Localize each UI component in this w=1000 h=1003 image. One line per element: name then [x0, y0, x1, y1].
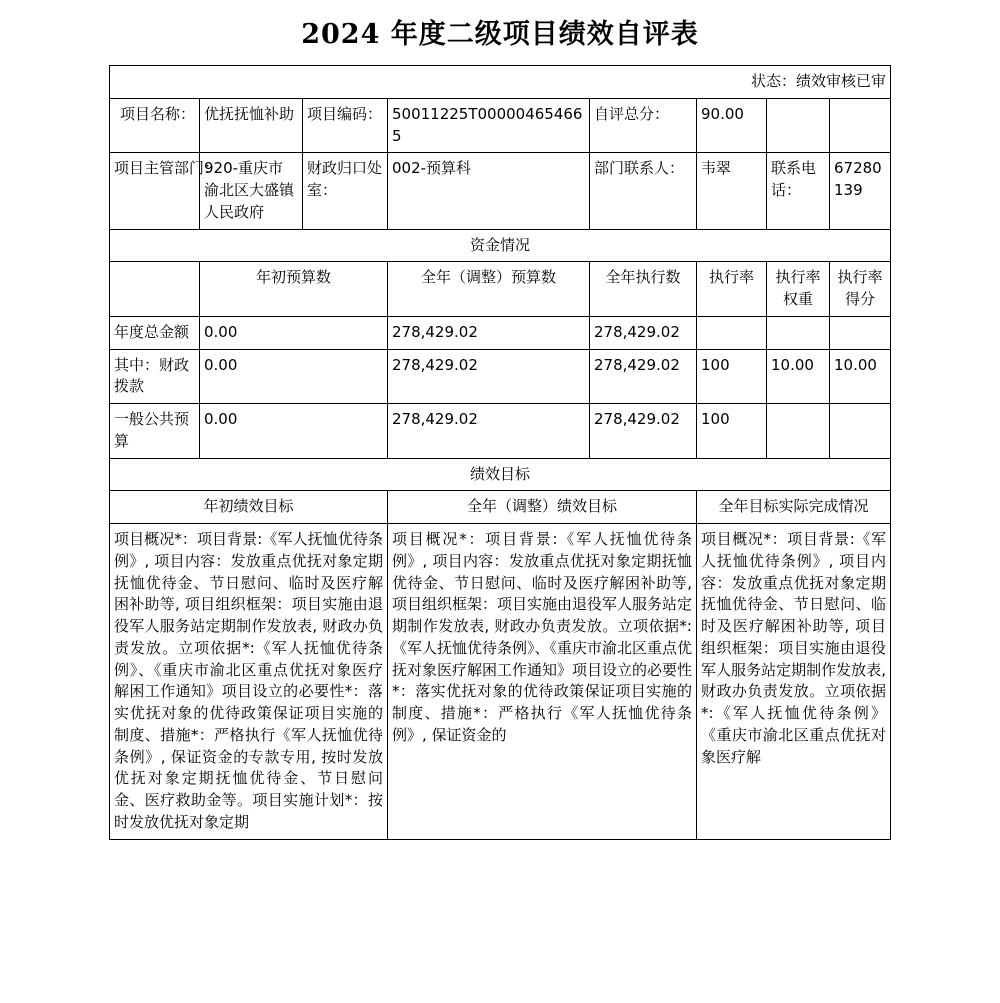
funds-row-score: 10.00 — [829, 349, 890, 404]
goals-section-title: 绩效目标 — [109, 458, 890, 491]
project-code-label: 项目编码： — [302, 98, 387, 153]
funds-row-adjusted-budget: 278,429.02 — [387, 404, 589, 459]
goal-actual-text: 项目概况*：项目背景:《军人抚恤优待条例》, 项目内容：发放重点优抚对象定期抚恤优待金、节日慰问、临时及医疗解困补助等, 项目组织框架：项目实施由退役军人服务站定期制作发放表, 财政办负责发放。立项依据*:《军人抚恤优待条例》《重庆市渝北区重点优抚对象医疗解 — [696, 524, 890, 840]
funds-row-executed: 278,429.02 — [589, 404, 696, 459]
self-score-label: 自评总分： — [589, 98, 696, 153]
phone-label: 联系电话： — [766, 153, 829, 229]
funds-row-score — [829, 316, 890, 349]
funds-row-label: 一般公共预算 — [109, 404, 199, 459]
project-name-value: 优抚抚恤补助 — [199, 98, 302, 153]
funds-row-score — [829, 404, 890, 459]
funds-col-score: 执行率得分 — [829, 262, 890, 317]
funds-row-label: 年度总金额 — [109, 316, 199, 349]
funds-section-row — [109, 229, 890, 262]
funds-row-adjusted-budget: 278,429.02 — [387, 316, 589, 349]
project-code-value: 50011225T000004654665 — [387, 98, 589, 153]
basic-info-spacer-2 — [829, 98, 890, 153]
table-row — [109, 404, 890, 459]
phone-value: 67280139 — [829, 153, 890, 229]
goal-adjusted-text: 项目概况*：项目背景:《军人抚恤优待条例》, 项目内容：发放重点优抚对象定期抚恤优待金、节日慰问、临时及医疗解困补助等, 项目组织框架：项目实施由退役军人服务站定期制作发放表, 财政办负责发放。立项依据*:《军人抚恤优待条例》、《重庆市渝北区重点优抚对象医疗解困工作通知》项目设立的必要性*：落实优抚对象的优待政策保证项目实施的制度、措施*：严格执行《军人抚恤优待条例》, 保证资金的 — [387, 524, 696, 840]
funds-row-label: 其中：财政拨款 — [109, 349, 199, 404]
status-badge: 状态：绩效审核已审 — [109, 66, 890, 99]
funds-row-begin-budget: 0.00 — [199, 404, 387, 459]
funds-col-weight: 执行率权重 — [766, 262, 829, 317]
goals-section-row — [109, 458, 890, 491]
basic-info-row-1 — [109, 98, 890, 153]
goal-begin-text: 项目概况*：项目背景:《军人抚恤优待条例》, 项目内容：发放重点优抚对象定期抚恤优待金、节日慰问、临时及医疗解困补助等, 项目组织框架：项目实施由退役军人服务站定期制作发放表, 财政办负责发放。立项依据*:《军人抚恤优待条例》、《重庆市渝北区重点优抚对象医疗解困工作通知》项目设立的必要性*：落实优抚对象的优待政策保证项目实施的制度、措施*：严格执行《军人抚恤优待条例》, 保证资金的专款专用, 按时发放优抚对象定期抚恤优待金、节日慰问金、医疗救助金等。项目实施计划*：按时发放优抚对象定期 — [109, 524, 387, 840]
self-score-value: 90.00 — [696, 98, 766, 153]
funds-row-executed: 278,429.02 — [589, 349, 696, 404]
funds-col-executed: 全年执行数 — [589, 262, 696, 317]
goals-col-adjusted: 全年（调整）绩效目标 — [387, 491, 696, 524]
goals-col-actual: 全年目标实际完成情况 — [696, 491, 890, 524]
finance-dept-value: 002-预算科 — [387, 153, 589, 229]
funds-row-begin-budget: 0.00 — [199, 316, 387, 349]
goals-body-row — [109, 524, 890, 840]
funds-header-row — [109, 262, 890, 317]
funds-row-rate: 100 — [696, 349, 766, 404]
funds-row-rate — [696, 316, 766, 349]
funds-row-weight: 10.00 — [766, 349, 829, 404]
basic-info-row-2 — [109, 153, 890, 229]
funds-col-rate: 执行率 — [696, 262, 766, 317]
dept-label: 项目主管部门： — [109, 153, 199, 229]
goals-col-begin: 年初绩效目标 — [109, 491, 387, 524]
funds-col-blank — [109, 262, 199, 317]
funds-col-adjusted-budget: 全年（调整）预算数 — [387, 262, 589, 317]
funds-row-begin-budget: 0.00 — [199, 349, 387, 404]
finance-dept-label: 财政归口处室： — [302, 153, 387, 229]
table-row — [109, 316, 890, 349]
contact-label: 部门联系人： — [589, 153, 696, 229]
project-name-label: 项目名称： — [109, 98, 199, 153]
funds-row-weight — [766, 316, 829, 349]
table-row — [109, 349, 890, 404]
funds-row-weight — [766, 404, 829, 459]
page-title: 2024 年度二级项目绩效自评表 — [301, 19, 699, 50]
goals-header-row — [109, 491, 890, 524]
contact-value: 韦翠 — [696, 153, 766, 229]
performance-self-assessment-table — [109, 65, 891, 840]
dept-value: 920-重庆市渝北区大盛镇人民政府 — [199, 153, 302, 229]
funds-row-executed: 278,429.02 — [589, 316, 696, 349]
funds-section-title: 资金情况 — [109, 229, 890, 262]
status-row — [109, 66, 890, 99]
funds-col-begin-budget: 年初预算数 — [199, 262, 387, 317]
basic-info-spacer-1 — [766, 98, 829, 153]
page-root — [0, 12, 1000, 840]
funds-row-adjusted-budget: 278,429.02 — [387, 349, 589, 404]
funds-row-rate: 100 — [696, 404, 766, 459]
